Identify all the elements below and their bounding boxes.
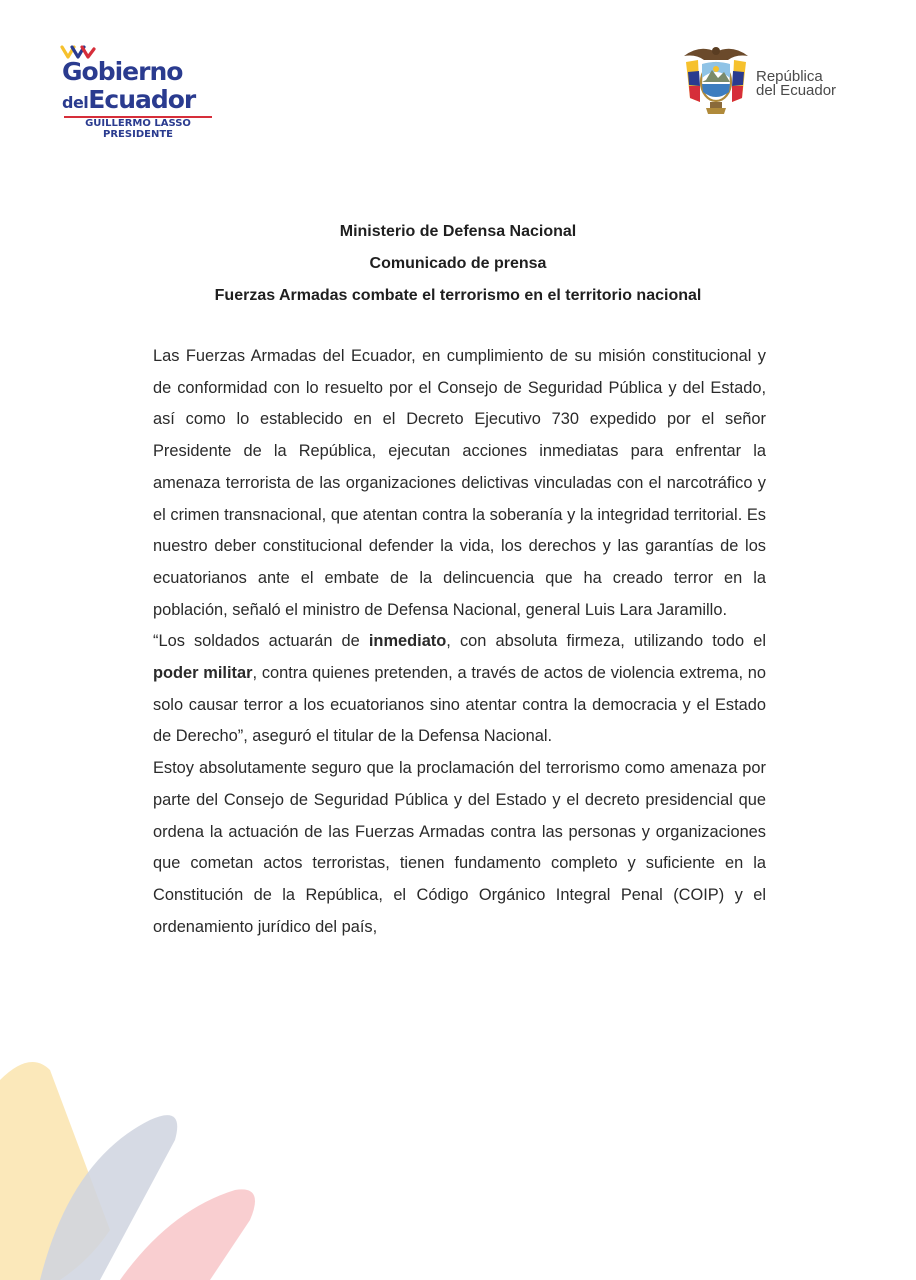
republica-text	[756, 70, 836, 98]
president-title: PRESIDENTE	[103, 129, 173, 140]
logo-gobierno-text: Gobierno	[62, 57, 183, 86]
logo-ecuador-text: Ecuador	[88, 85, 196, 114]
republica-del-ecuador-logo	[680, 42, 870, 122]
paragraph-1: Las Fuerzas Armadas del Ecuador, en cumplimiento de su misión constitucional y de conformidad con lo resuelto por el Consejo de Seguridad Pública y del Estado, así como lo establecido en el Decreto Ejecutivo 730 expedido por el señor Presidente de la República, ejecutan acciones inmediatas para enfrentar la amenaza terrorista de las organizaciones delictivas vinculadas con el narcotráfico y el crimen transnacional, que atentan contra la soberanía y la integridad territorial. Es nuestro deber constitucional defender la vida, los derechos y las garantías de los ecuatorianos ante el embate de la delincuencia que ha creado terror en la población, señaló el ministro de Defensa Nacional, general Luis Lara Jaramillo.	[153, 347, 766, 619]
logo-del-ecuador-line	[62, 86, 195, 118]
paragraph-2-part-2: , con absoluta firmeza, utilizando todo el	[446, 632, 766, 651]
republica-line1: República	[756, 68, 823, 85]
logo-del-text: del	[62, 93, 89, 112]
paragraph-2-bold-1: inmediato	[368, 632, 447, 651]
logo-president-block	[64, 118, 212, 140]
president-name: GUILLERMO LASSO	[85, 118, 191, 129]
press-release-body	[153, 341, 766, 943]
paragraph-2	[153, 626, 766, 753]
paragraph-3: Estoy absolutamente seguro que la proclamación del terrorismo como amenaza por parte del Consejo de Seguridad Pública y del Estado y el decreto presidencial que ordena la actuación de las Fuerzas Armadas contra las personas y organizaciones que cometan actos terroristas, tienen fundamento completo y suficiente en la Constitución de la República, el Código Orgánico Integral Penal (COIP) y el ordenamiento jurídico del país,	[153, 759, 766, 936]
headline-title: Fuerzas Armadas combate el terrorismo en el territorio nacional	[214, 287, 702, 304]
document-titles	[0, 216, 916, 312]
ministry-title: Ministerio de Defensa Nacional	[339, 223, 577, 240]
paragraph-2-part-1: “Los soldados actuarán de	[153, 632, 369, 651]
paragraph-2-bold-2: poder militar	[153, 664, 253, 683]
corner-decoration	[0, 1040, 260, 1280]
gobierno-del-ecuador-logo	[52, 44, 222, 144]
document-type-title: Comunicado de prensa	[369, 255, 547, 272]
republica-line2: del Ecuador	[756, 82, 837, 99]
coat-of-arms-icon	[680, 42, 752, 116]
paragraph-2-part-3: , contra quienes pretenden, a través de actos de violencia extrema, no solo causar terror a los ecuatorianos sino atentar contra la democracia y el Estado de Derecho”, aseguró el titular de la Defensa Nacional.	[153, 664, 766, 746]
